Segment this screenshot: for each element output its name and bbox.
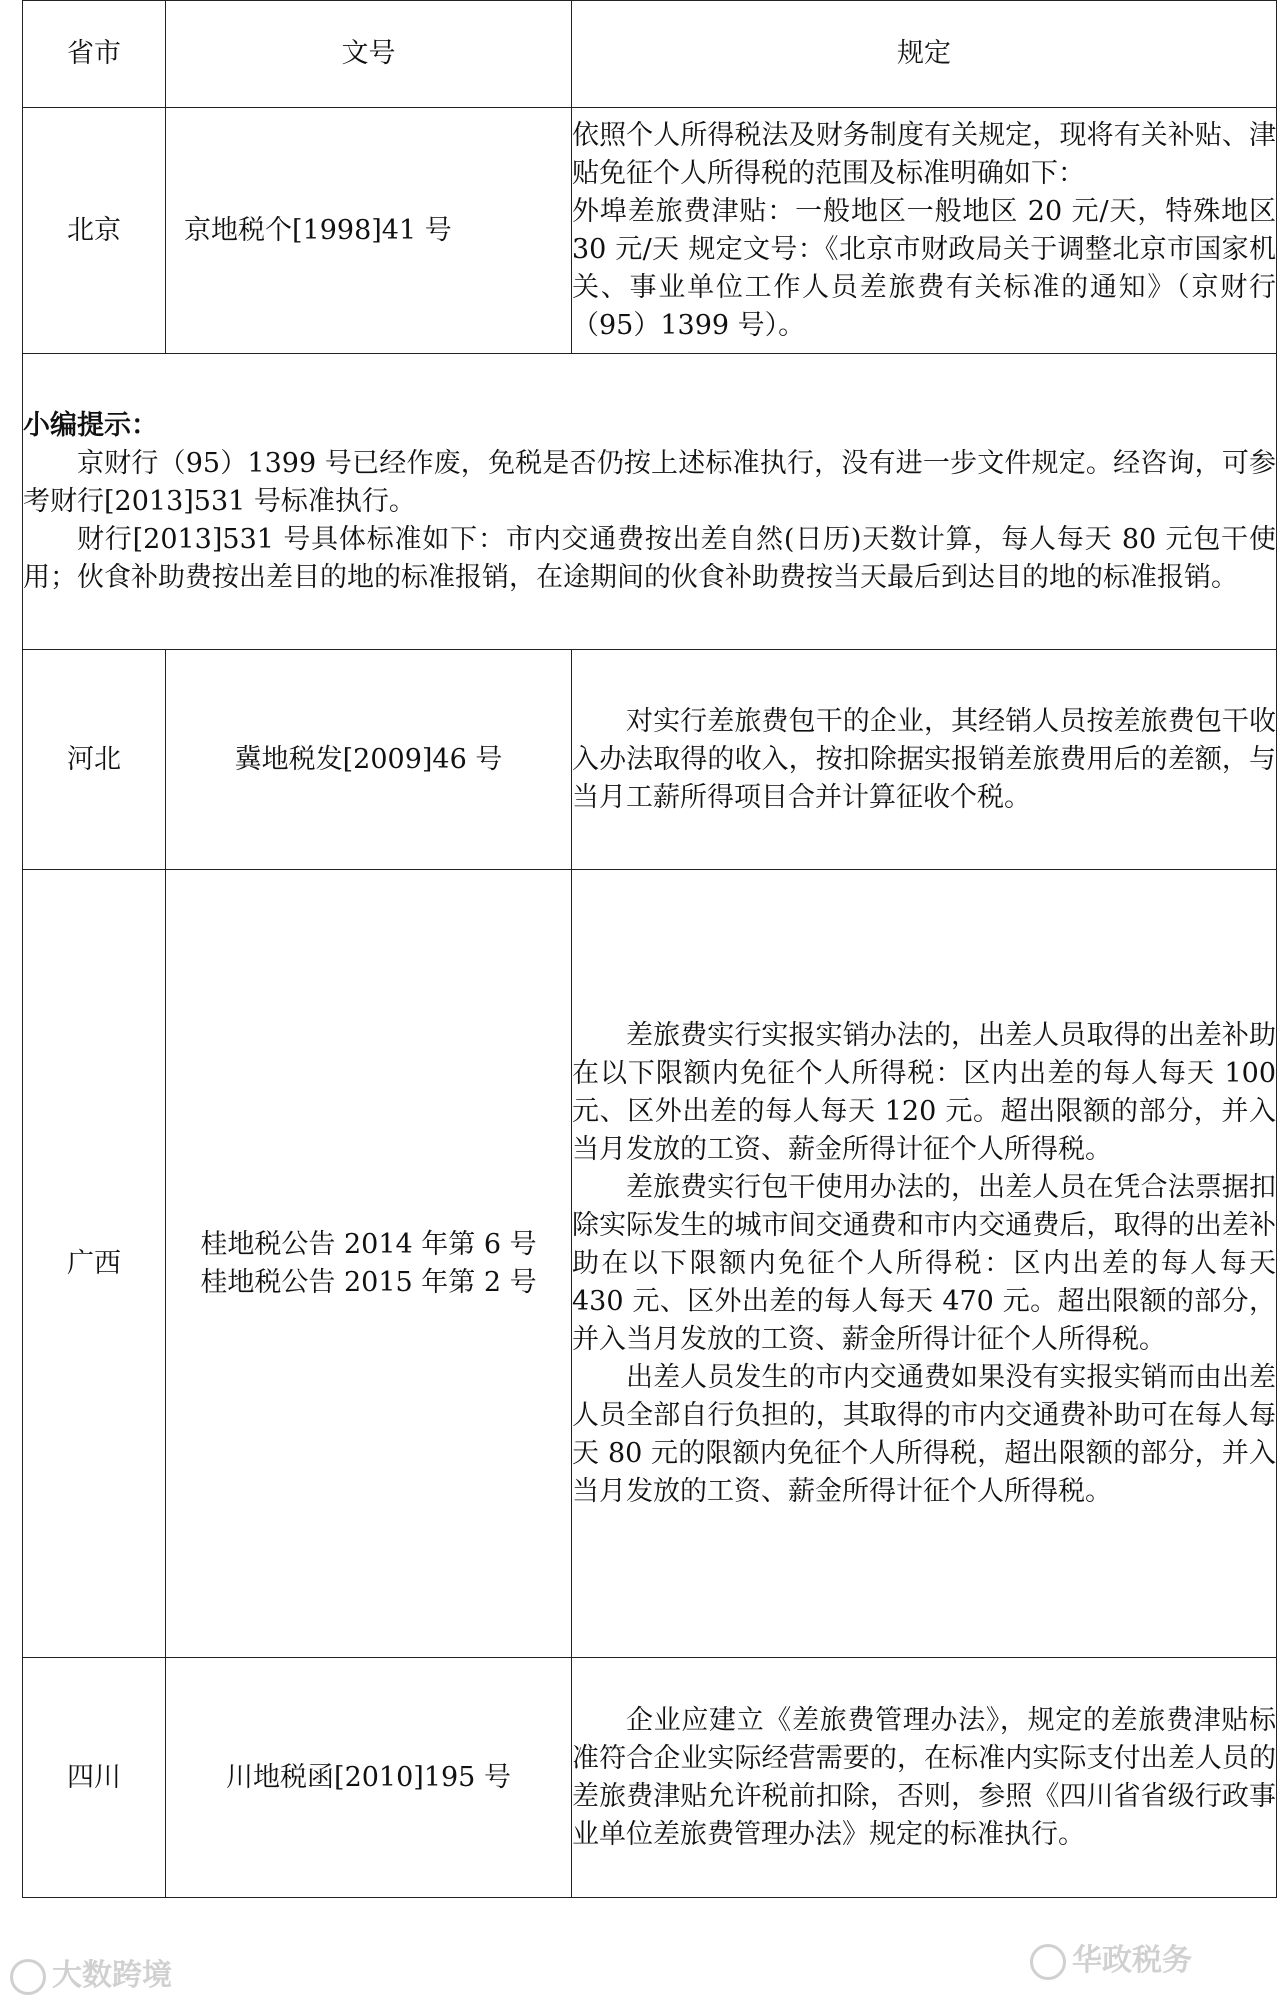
rule-cell [572,1658,1277,1898]
weibo-logo-icon [10,1959,46,1995]
rule-text: 出差人员发生的市内交通费如果没有实报实销而由出差人员全部自行负担的，其取得的市内交通费补助可在每人每天 80 元的限额内免征个人所得税，超出限额的部分，并入当月发放的工资、薪金所得计征个人所得税。 [572,1361,1276,1507]
watermark-right [1030,1935,1192,1980]
rule-text: 差旅费实行实报实销办法的，出差人员取得的出差补助在以下限额内免征个人所得税：区内出差的每人每天 100 元、区外出差的每人每天 120 元。超出限额的部分，并入当月发放的工资、薪金所得计征个人所得税。 [572,1019,1276,1165]
header-rule: 规定 [572,1,1277,108]
table-row-beijing [23,108,1277,354]
watermark-right-text: 华政税务 [1072,1943,1192,1978]
doc-no-cell: 川地税函[2010]195 号 [166,1658,572,1898]
rule-cell [572,650,1277,870]
tax-regulation-table [22,0,1277,1898]
doc-no-line: 桂地税公告 2015 年第 2 号 [200,1266,537,1298]
province-cell: 河北 [23,650,166,870]
rule-text: 依照个人所得税法及财务制度有关规定，现将有关补贴、津贴免征个人所得税的范围及标准明确如下： [572,119,1276,189]
rule-cell [572,870,1277,1658]
province-cell: 北京 [23,108,166,354]
doc-no-cell: 冀地税发[2009]46 号 [166,650,572,870]
doc-no-cell: 京地税个[1998]41 号 [166,108,572,354]
wechat-logo-icon [1030,1944,1066,1980]
note-title: 小编提示： [23,409,158,441]
doc-no-cell [166,870,572,1658]
rule-text: 企业应建立《差旅费管理办法》，规定的差旅费津贴标准符合企业实际经营需要的，在标准内实际支付出差人员的差旅费津贴允许税前扣除，否则，参照《四川省省级行政事业单位差旅费管理办法》规定的标准执行。 [572,1704,1276,1850]
table-row-note [23,354,1277,650]
rule-text: 对实行差旅费包干的企业，其经销人员按差旅费包干收入办法取得的收入，按扣除据实报销差旅费用后的差额，与当月工薪所得项目合并计算征收个税。 [572,705,1276,813]
note-paragraph: 京财行（95）1399 号已经作废，免税是否仍按上述标准执行，没有进一步文件规定。经咨询，可参考财行[2013]531 号标准执行。 [23,447,1276,517]
table-row-guangxi [23,870,1277,1658]
rule-text: 差旅费实行包干使用办法的，出差人员在凭合法票据扣除实际发生的城市间交通费和市内交通费后，取得的出差补助在以下限额内免征个人所得税：区内出差的每人每天 430 元、区外出差的每人每天 470 元。超出限额的部分，并入当月发放的工资、薪金所得计征个人所得税。 [572,1171,1276,1355]
header-province: 省市 [23,1,166,108]
rule-text: 外埠差旅费津贴：一般地区一般地区 20 元/天，特殊地区 30 元/天 规定文号：《北京市财政局关于调整北京市国家机关、事业单位工作人员差旅费有关标准的通知》（京财行（95）1399 号）。 [572,195,1276,341]
table-header-row [23,1,1277,108]
doc-no-line: 桂地税公告 2014 年第 6 号 [200,1228,537,1260]
editor-note-cell [23,354,1277,650]
table-row-sichuan [23,1658,1277,1898]
note-paragraph: 财行[2013]531 号具体标准如下：市内交通费按出差自然(日历)天数计算，每人每天 80 元包干使用；伙食补助费按出差目的地的标准报销，在途期间的伙食补助费按当天最后到达目的地的标准报销。 [23,523,1276,593]
header-doc-no: 文号 [166,1,572,108]
rule-cell [572,108,1277,354]
province-cell: 四川 [23,1658,166,1898]
table-row-hebei [23,650,1277,870]
province-cell: 广西 [23,870,166,1658]
watermark-left [10,1950,172,1995]
watermark-left-text: 大数跨境 [52,1958,172,1993]
